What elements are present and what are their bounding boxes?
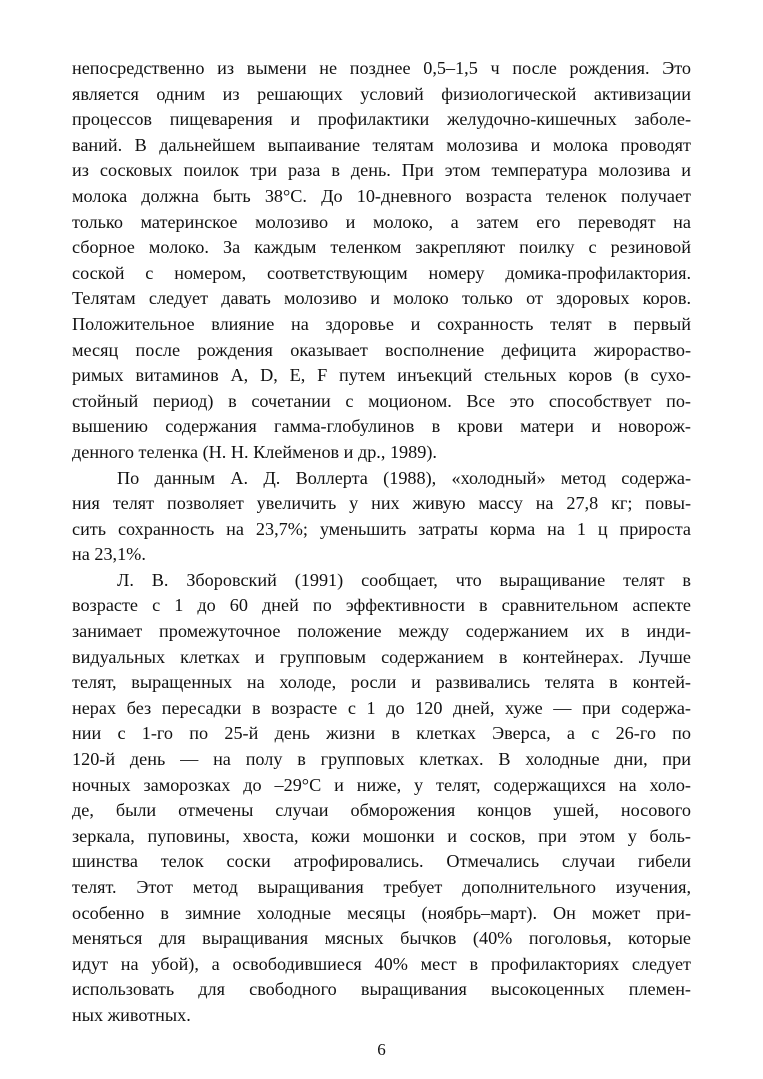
- text-line: зеркала, пуповины, хвоста, кожи мошонки и сосков, при этом у боль-: [72, 825, 691, 846]
- text-line: ния телят позволяет увеличить у них живую массу на 27,8 кг; повы-: [72, 493, 691, 514]
- paragraph-1: [72, 56, 691, 466]
- text-line: нии с 1-го по 25-й день жизни в клетках Эверса, а с 26-го по: [72, 723, 691, 744]
- text-line: ночных заморозках до –29°С и ниже, у телят, содержащихся на холо-: [72, 774, 691, 795]
- text-line: идут на убой), а освободившиеся 40% мест в профилакториях следует: [72, 953, 691, 974]
- text-line: особенно в зимние холодные месяцы (ноябрь–март). Он может при-: [72, 902, 691, 923]
- text-line: процессов пищеварения и профилактики желудочно-кишечных заболе-: [72, 109, 691, 130]
- text-line: стойный период) в сочетании с моционом. Все это способствует по-: [72, 390, 691, 411]
- text-line: сборное молоко. За каждым теленком закрепляют поилку с резиновой: [72, 237, 691, 258]
- text-line: использовать для свободного выращивания высокоценных племен-: [72, 979, 691, 1000]
- text-line: возрасте с 1 до 60 дней по эффективности в сравнительном аспекте: [72, 595, 691, 616]
- text-line: денного теленка (Н. Н. Клейменов и др., 1989).: [72, 441, 437, 462]
- text-line: де, были отмечены случаи обморожения концов ушей, носового: [72, 800, 691, 821]
- text-line: По данным А. Д. Воллерта (1988), «холодный» метод содержа-: [117, 467, 691, 488]
- text-line: является одним из решающих условий физиологической активизации: [72, 83, 691, 104]
- text-line: непосредственно из вымени не позднее 0,5–1,5 ч после рождения. Это: [72, 58, 691, 78]
- paragraph-2: [72, 466, 691, 568]
- text-line: Телятам следует давать молозиво и молоко только от здоровых коров.: [72, 288, 691, 309]
- text-line: римых витаминов A, D, E, F путем инъекций стельных коров (в сухо-: [72, 365, 691, 386]
- text-line: меняться для выращивания мясных бычков (40% поголовья, которые: [72, 928, 691, 949]
- text-line: видуальных клетках и групповым содержанием в контейнерах. Лучше: [72, 646, 691, 667]
- paragraph-3: [72, 568, 691, 1029]
- text-line: шинства телок соски атрофировались. Отмечались случаи гибели: [72, 851, 691, 872]
- text-line: Л. В. Зборовский (1991) сообщает, что выращивание телят в: [117, 569, 691, 590]
- text-line: из сосковых поилок три раза в день. При этом температура молозива и: [72, 160, 691, 181]
- text-line: вышению содержания гамма-глобулинов в крови матери и новорож-: [72, 416, 691, 437]
- text-line: только материнское молозиво и молоко, а затем его переводят на: [72, 211, 691, 232]
- text-line: ных животных.: [72, 1004, 191, 1025]
- document-page: [72, 56, 691, 1029]
- text-line: телят, выращенных на холоде, росли и развивались телята в контей-: [72, 672, 691, 693]
- text-line: месяц после рождения оказывает восполнение дефицита жирораство-: [72, 339, 691, 360]
- text-line: занимает промежуточное положение между содержанием их в инди-: [72, 621, 691, 642]
- page-number: 6: [377, 1040, 386, 1059]
- text-line: 120-й день — на полу в групповых клетках. В холодные дни, при: [72, 749, 691, 770]
- text-line: на 23,1%.: [72, 544, 146, 565]
- text-line: молока должна быть 38°С. До 10-дневного возраста теленок получает: [72, 185, 691, 206]
- text-line: соской с номером, соответствующим номеру домика-профилактория.: [72, 262, 691, 283]
- text-line: телят. Этот метод выращивания требует дополнительного изучения,: [72, 877, 691, 897]
- text-line: сить сохранность на 23,7%; уменьшить затраты корма на 1 ц прироста: [72, 518, 691, 539]
- text-line: ваний. В дальнейшем выпаивание телятам молозива и молока проводят: [72, 134, 691, 155]
- text-line: нерах без пересадки в возрасте с 1 до 120 дней, хуже — при содержа-: [72, 697, 691, 718]
- text-line: Положительное влияние на здоровье и сохранность телят в первый: [72, 313, 691, 334]
